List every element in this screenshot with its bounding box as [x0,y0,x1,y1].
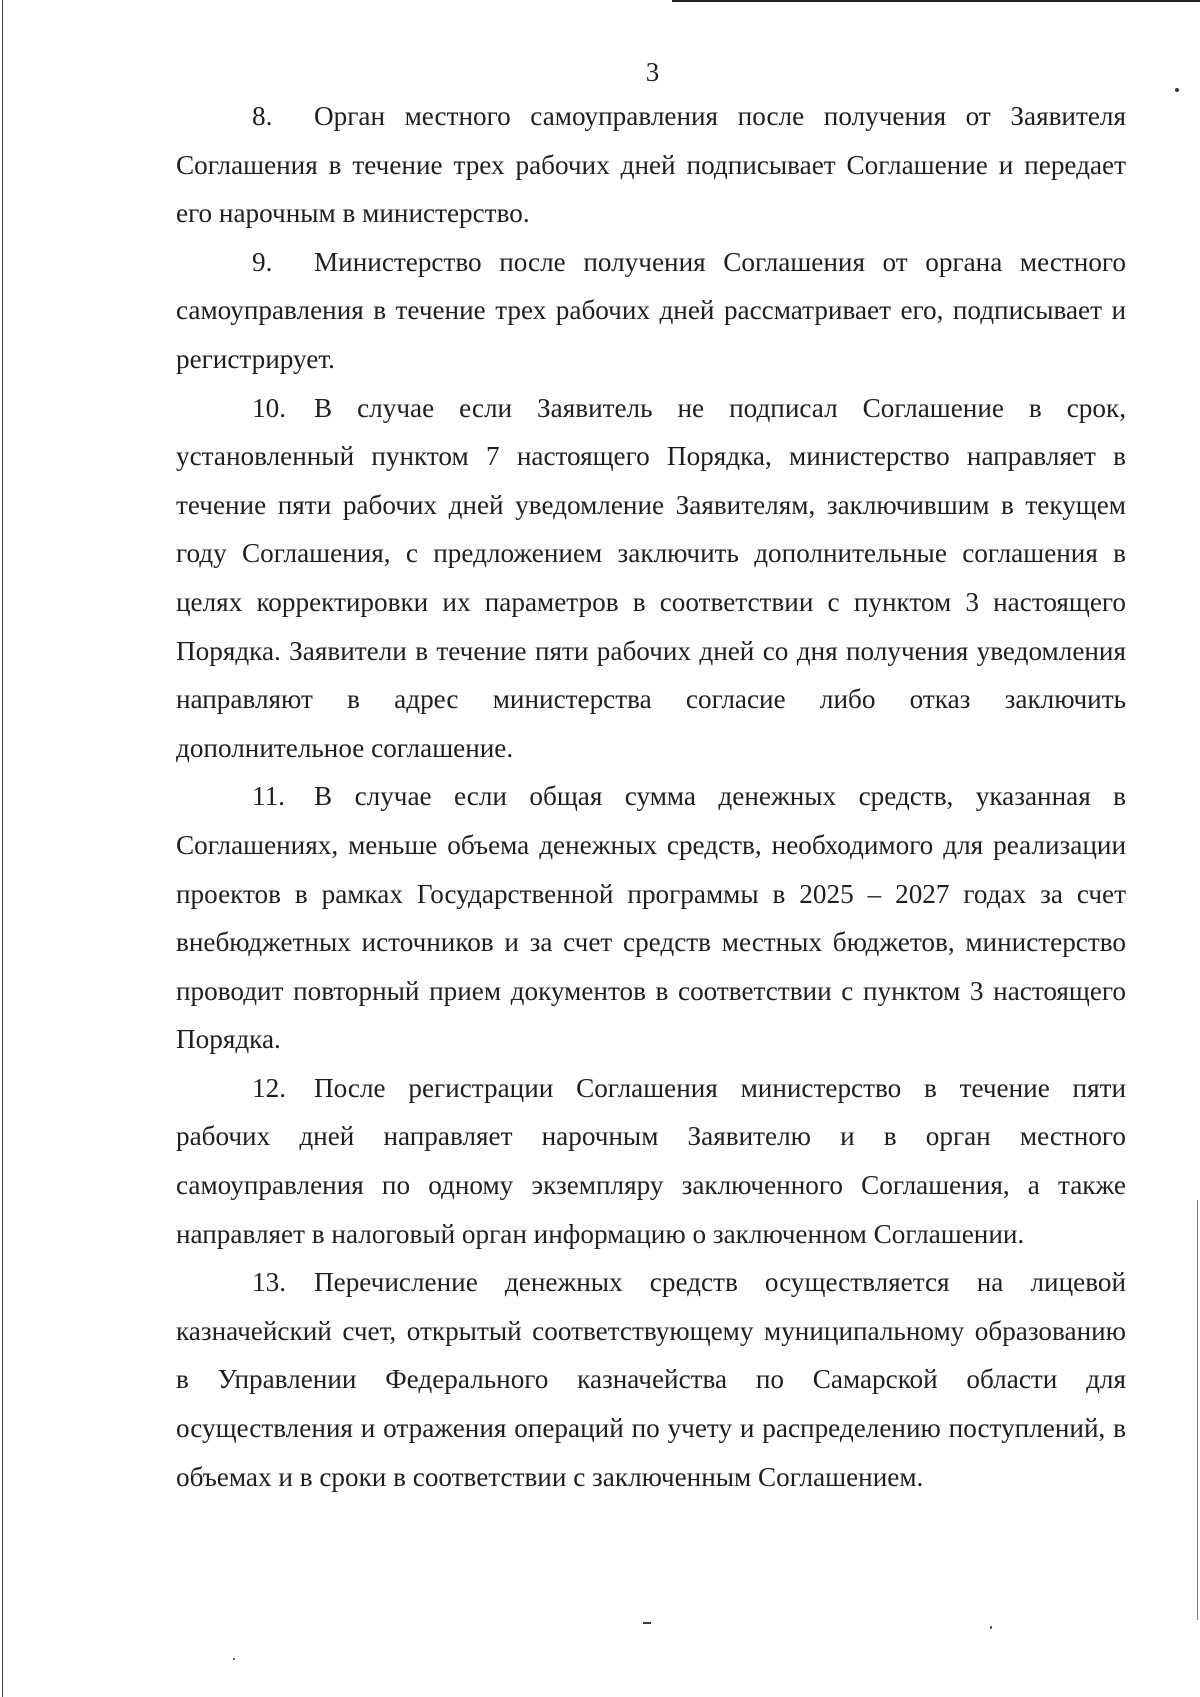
clause-number: 13. [252,1267,286,1298]
clause-text: Перечисление денежных средств осуществляется на лицевой казначейский счет, открытый соответствующему муниципальному образованию в Управлении Федерального казначейства по Самарской области для осуществления и отражения операций по учету и распределению поступлений, в объемах и в сроки в соответствии с заключенным Соглашением. [176,1267,1126,1492]
clause-text: Министерство после получения Соглашения от органа местного самоуправления в течение трех рабочих дней рассматривает его, подписывает и регистрирует. [176,246,1126,374]
clause-number: 9. [252,246,273,277]
scan-edge-right [1197,1200,1198,1620]
clause-10 [176,384,1126,773]
clause-text: После регистрации Соглашения министерство в течение пяти рабочих дней направляет нарочным Заявителю и в орган местного самоуправления по одному экземпляру заключенного Соглашения, а также направляет в налоговый орган информацию о заключенном Соглашении. [176,1072,1126,1249]
clause-13 [176,1258,1126,1501]
clause-number: 8. [252,101,273,131]
clause-text: Орган местного самоуправления после получения от Заявителя Соглашения в течение трех рабочих дней подписывает Соглашение и передает его нарочным в министерство. [176,101,1126,229]
clause-11 [176,772,1126,1064]
document-body [176,92,1126,1501]
clause-12 [176,1064,1126,1258]
clause-text: В случае если Заявитель не подписал Соглашение в срок, установленный пунктом 7 настоящего Порядка, министерство направляет в течение пяти рабочих дней уведомление Заявителям, заключившим в текущем году Соглашения, с предложением заключить дополнительные соглашения в целях корректировки их параметров в соответствии с пунктом 3 настоящего Порядка. Заявители в течение пяти рабочих дней со дня получения уведомления направляют в адрес министерства согласие либо отказ заключить дополнительное соглашение. [176,392,1126,763]
scan-speck [1175,88,1179,92]
clause-number: 11. [252,781,285,812]
scan-speck [990,1626,992,1629]
scan-speck [233,1658,235,1660]
scan-edge-top [672,0,1200,2]
clause-text: В случае если общая сумма денежных средств, указанная в Соглашениях, меньше объема денежных средств, необходимого для реализации проектов в рамках Государственной программы в 2025 – 2027 годах за счет внебюджетных источников и за счет средств местных бюджетов, министерство проводит повторный прием документов в соответствии с пунктом 3 настоящего Порядка. [176,781,1126,1055]
clause-number: 10. [252,392,286,423]
scan-speck [643,1622,651,1624]
clause-9 [176,238,1126,384]
clause-number: 12. [252,1072,286,1103]
page-number: 3 [645,57,660,87]
clause-8 [176,92,1126,238]
scan-edge-left [2,0,3,1697]
